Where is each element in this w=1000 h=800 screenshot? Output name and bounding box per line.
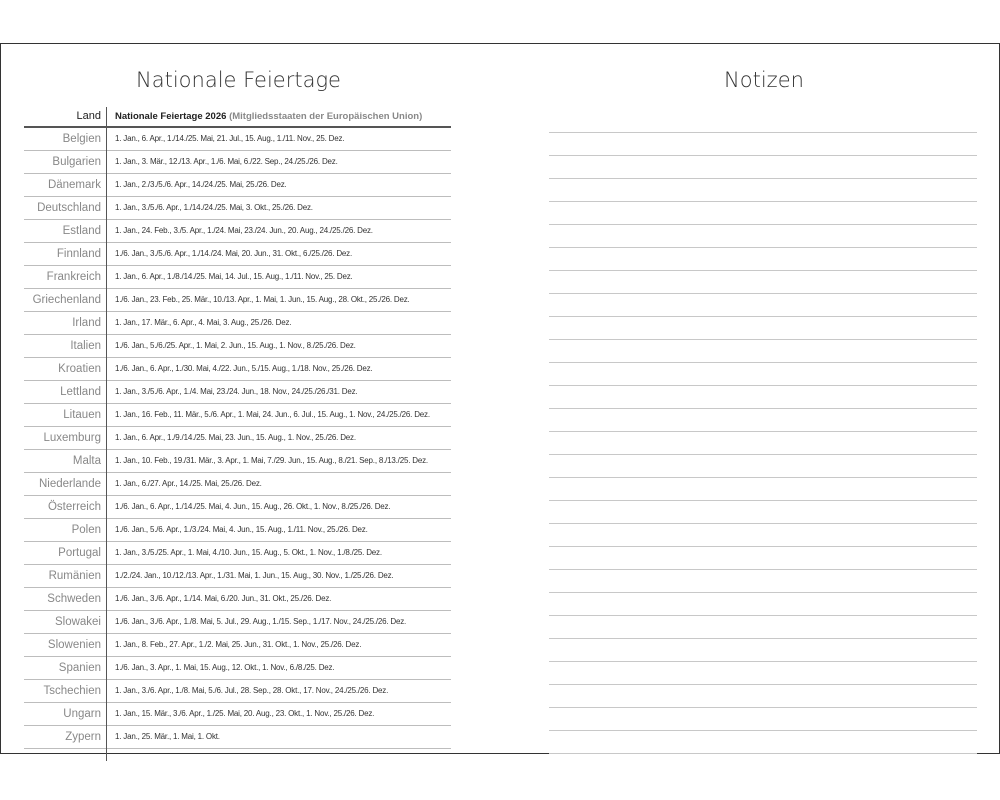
table-row <box>24 634 451 657</box>
holiday-dates: 1. Jan., 15. Mär., 3./6. Apr., 1./25. Mai, 20. Aug., 23. Okt., 1. Nov., 25./26. Dez. <box>115 709 375 718</box>
note-line <box>549 110 977 133</box>
note-line <box>549 409 977 432</box>
note-line <box>549 478 977 501</box>
header-holidays <box>115 107 460 126</box>
note-line <box>549 225 977 248</box>
table-row <box>24 542 451 565</box>
note-line <box>549 570 977 593</box>
note-line <box>549 156 977 179</box>
holiday-dates: 1. Jan., 24. Feb., 3./5. Apr., 1./24. Mai, 23./24. Jun., 20. Aug., 24./25./26. Dez. <box>115 226 373 235</box>
table-row <box>24 657 451 680</box>
holiday-dates: 1./6. Jan., 5./6. Apr., 1./3./24. Mai, 4. Jun., 15. Aug., 1./11. Nov., 25./26. Dez. <box>115 525 368 534</box>
notes-title: Notizen <box>724 68 804 92</box>
note-line <box>549 340 977 363</box>
table-row <box>24 266 451 289</box>
holiday-dates: 1. Jan., 17. Mär., 6. Apr., 4. Mai, 3. Aug., 25./26. Dez. <box>115 318 292 327</box>
note-line <box>549 455 977 478</box>
table-row <box>24 220 451 243</box>
country-name: Griechenland <box>32 294 101 306</box>
holiday-dates: 1./6. Jan., 6. Apr., 1./30. Mai, 4./22. Jun., 5./15. Aug., 1./18. Nov., 25./26. Dez. <box>115 364 373 373</box>
header-land: Land <box>76 110 101 122</box>
note-line <box>549 386 977 409</box>
country-name: Zypern <box>65 731 101 743</box>
holiday-dates: 1./6. Jan., 3./6. Apr., 1./14. Mai, 6./20. Jun., 31. Okt., 25./26. Dez. <box>115 594 332 603</box>
country-name: Portugal <box>58 547 101 559</box>
holiday-dates: 1. Jan., 6./27. Apr., 14./25. Mai, 25./26. Dez. <box>115 479 262 488</box>
country-name: Italien <box>70 340 101 352</box>
country-name: Österreich <box>47 501 101 513</box>
table-row <box>24 496 451 519</box>
holiday-dates: 1./6. Jan., 5./6./25. Apr., 1. Mai, 2. Jun., 15. Aug., 1. Nov., 8./25./26. Dez. <box>115 341 356 350</box>
note-line <box>549 524 977 547</box>
country-name: Finnland <box>56 248 101 260</box>
note-line <box>549 248 977 271</box>
table-body <box>24 128 451 749</box>
country-name: Schweden <box>47 593 101 605</box>
note-line <box>549 133 977 156</box>
note-line <box>549 639 977 662</box>
country-name: Frankreich <box>46 271 101 283</box>
table-row <box>24 312 451 335</box>
country-name: Niederlande <box>38 478 101 490</box>
holiday-dates: 1. Jan., 3./5./25. Apr., 1. Mai, 4./10. Jun., 15. Aug., 5. Okt., 1. Nov., 1./8./25. Dez. <box>115 548 382 557</box>
note-line <box>549 432 977 455</box>
country-name: Kroatien <box>58 363 101 375</box>
holiday-dates: 1. Jan., 6. Apr., 1./8./14./25. Mai, 14. Jul., 15. Aug., 1./11. Nov., 25. Dez. <box>115 272 353 281</box>
country-name: Rumänien <box>48 570 101 582</box>
table-row <box>24 565 451 588</box>
holiday-dates: 1. Jan., 3./6. Apr., 1./8. Mai, 5./6. Jul., 28. Sep., 28. Okt., 17. Nov., 24./25./26. Dez. <box>115 686 389 695</box>
holiday-dates: 1. Jan., 6. Apr., 1./9./14./25. Mai, 23. Jun., 15. Aug., 1. Nov., 25./26. Dez. <box>115 433 356 442</box>
table-row <box>24 243 451 266</box>
table-row <box>24 335 451 358</box>
note-line <box>549 731 977 754</box>
notes-area[interactable] <box>549 110 977 754</box>
country-name: Slowenien <box>47 639 101 651</box>
holiday-dates: 1. Jan., 8. Feb., 27. Apr., 1./2. Mai, 25. Jun., 31. Okt., 1. Nov., 25./26. Dez. <box>115 640 362 649</box>
note-line <box>549 179 977 202</box>
table-row <box>24 381 451 404</box>
note-line <box>549 271 977 294</box>
table-row <box>24 588 451 611</box>
holiday-dates: 1./2./24. Jan., 10./12./13. Apr., 1./31. Mai, 1. Jun., 15. Aug., 30. Nov., 1./25./26. Dez. <box>115 571 394 580</box>
note-line <box>549 662 977 685</box>
holiday-dates: 1./6. Jan., 6. Apr., 1./14./25. Mai, 4. Jun., 15. Aug., 26. Okt., 1. Nov., 8./25./26. Dez. <box>115 502 391 511</box>
table-row <box>24 703 451 726</box>
table-row <box>24 611 451 634</box>
note-line <box>549 317 977 340</box>
holiday-dates: 1. Jan., 3. Mär., 12./13. Apr., 1./6. Mai, 6./22. Sep., 24./25./26. Dez. <box>115 157 338 166</box>
country-name: Ungarn <box>63 708 101 720</box>
table-header-row <box>24 107 451 128</box>
holiday-dates: 1. Jan., 2./3./5./6. Apr., 14./24./25. Mai, 25./26. Dez. <box>115 180 287 189</box>
country-name: Belgien <box>62 133 101 145</box>
holidays-title: Nationale Feiertage <box>136 68 341 92</box>
header-title: Nationale Feiertage 2026 <box>115 111 227 122</box>
table-row <box>24 358 451 381</box>
holiday-dates: 1./6. Jan., 3. Apr., 1. Mai, 15. Aug., 12. Okt., 1. Nov., 6./8./25. Dez. <box>115 663 335 672</box>
table-row <box>24 174 451 197</box>
country-name: Estland <box>62 225 101 237</box>
note-line <box>549 616 977 639</box>
note-line <box>549 501 977 524</box>
holiday-dates: 1. Jan., 25. Mär., 1. Mai, 1. Okt. <box>115 732 220 741</box>
table-row <box>24 151 451 174</box>
country-name: Tschechien <box>43 685 101 697</box>
holiday-dates: 1. Jan., 6. Apr., 1./14./25. Mai, 21. Jul., 15. Aug., 1./11. Nov., 25. Dez. <box>115 134 345 143</box>
country-name: Irland <box>72 317 101 329</box>
country-name: Dänemark <box>47 179 101 191</box>
header-subtitle: (Mitgliedsstaaten der Europäischen Union) <box>229 111 423 122</box>
holidays-table <box>24 107 451 749</box>
note-line <box>549 685 977 708</box>
table-row <box>24 519 451 542</box>
country-name: Litauen <box>63 409 101 421</box>
holiday-dates: 1./6. Jan., 23. Feb., 25. Mär., 10./13. Apr., 1. Mai, 1. Jun., 15. Aug., 28. Okt., 25./26. Dez. <box>115 295 410 304</box>
note-line <box>549 593 977 616</box>
country-name: Lettland <box>60 386 101 398</box>
table-row <box>24 289 451 312</box>
note-line <box>549 202 977 225</box>
country-name: Slowakei <box>54 616 101 628</box>
table-row <box>24 404 451 427</box>
note-line <box>549 547 977 570</box>
column-divider <box>106 107 107 761</box>
holiday-dates: 1. Jan., 10. Feb., 19./31. Mär., 3. Apr., 1. Mai, 7./29. Jun., 15. Aug., 8./21. Sep., 8./13./25. Dez. <box>115 456 428 465</box>
planner-page <box>0 43 1000 754</box>
holiday-dates: 1. Jan., 16. Feb., 11. Mär., 5./6. Apr., 1. Mai, 24. Jun., 6. Jul., 15. Aug., 1. Nov., 24./25./26. Dez. <box>115 410 430 419</box>
note-line <box>549 294 977 317</box>
holiday-dates: 1. Jan., 3./5./6. Apr., 1./4. Mai, 23./24. Jun., 18. Nov., 24./25./26./31. Dez. <box>115 387 358 396</box>
table-row <box>24 450 451 473</box>
country-name: Bulgarien <box>52 156 101 168</box>
holiday-dates: 1. Jan., 3./5./6. Apr., 1./14./24./25. Mai, 3. Okt., 25./26. Dez. <box>115 203 313 212</box>
table-row <box>24 128 451 151</box>
holiday-dates: 1./6. Jan., 3./6. Apr., 1./8. Mai, 5. Jul., 29. Aug., 1./15. Sep., 1./17. Nov., 24./25./26. Dez. <box>115 617 407 626</box>
table-row <box>24 197 451 220</box>
note-line <box>549 708 977 731</box>
country-name: Deutschland <box>37 202 101 214</box>
holiday-dates: 1./6. Jan., 3./5./6. Apr., 1./14./24. Mai, 20. Jun., 31. Okt., 6./25./26. Dez. <box>115 249 352 258</box>
country-name: Polen <box>71 524 101 536</box>
country-name: Spanien <box>58 662 101 674</box>
table-row <box>24 427 451 450</box>
note-line <box>549 363 977 386</box>
table-row <box>24 473 451 496</box>
table-row <box>24 726 451 749</box>
country-name: Luxemburg <box>43 432 101 444</box>
table-row <box>24 680 451 703</box>
country-name: Malta <box>72 455 101 467</box>
